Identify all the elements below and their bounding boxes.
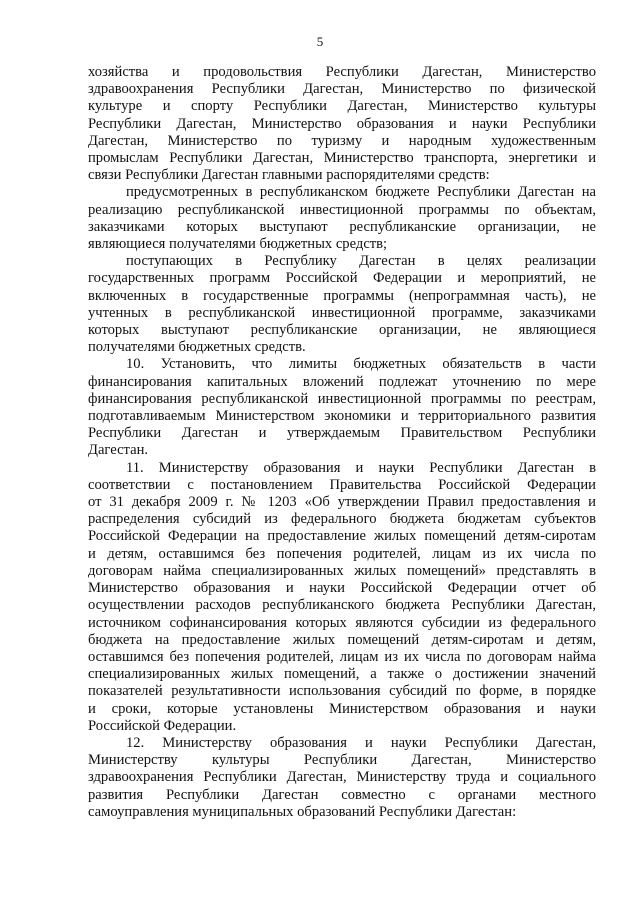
- paragraph-1-line: промыслам Республики Дагестан, Министерство транспорта, энергетики и: [88, 150, 596, 167]
- paragraph-3-line: поступающих в Республику Дагестан в целях реализации: [126, 253, 596, 270]
- paragraph-5-line: бюджета на предоставление жилых помещений детям-сиротам и детям,: [88, 631, 596, 648]
- paragraph-5-line: соответствии с постановлением Правительства Российской Федерации: [88, 476, 596, 493]
- paragraph-6-line: Министерству культуры Республики Дагестан, Министерство: [88, 752, 596, 769]
- paragraph-2-line: заказчиками которых выступают республиканские организации, не: [88, 218, 596, 235]
- paragraph-5-line: источником софинансирования которых являются субсидии из федерального: [88, 614, 596, 631]
- paragraph-5-line: осуществлении расходов республиканского бюджета Республики Дагестан,: [88, 597, 596, 614]
- paragraph-5-line: от 31 декабря 2009 г. № 1203 «Об утверждении Правил предоставления и: [88, 494, 596, 511]
- paragraph-5-line: оставшимся без попечения родителей, лицам из их числа по договорам найма: [88, 648, 596, 665]
- paragraph-5-line: Российской Федерации на предоставление жилых помещений детям-сиротам: [88, 528, 596, 545]
- paragraph-3-line: получателями бюджетных средств.: [88, 339, 306, 356]
- paragraph-4-line: 10. Установить, что лимиты бюджетных обязательств в части: [126, 356, 596, 373]
- paragraph-3-line: включенных в государственные программы (непрограммная часть), не: [88, 287, 596, 304]
- paragraph-5-line: Министерство образования и науки Российской Федерации отчет об: [88, 580, 596, 597]
- paragraph-3-line: учтенных в республиканской инвестиционной программе, заказчиками: [88, 304, 596, 321]
- paragraph-2-line: реализацию республиканской инвестиционной программы по объектам,: [88, 201, 596, 218]
- document-body: [88, 64, 596, 821]
- paragraph-5-line: специализированных жилых помещений, а также о достижении значений: [88, 666, 596, 683]
- paragraph-4-line: Дагестан.: [88, 442, 149, 459]
- page-number: 5: [316, 34, 324, 49]
- paragraph-5-line: 11. Министерству образования и науки Республики Дагестан в: [126, 459, 596, 476]
- paragraph-1-line: хозяйства и продовольствия Республики Дагестан, Министерство: [88, 64, 596, 80]
- paragraph-6-line: развития Республики Дагестан совместно с органами местного: [88, 786, 596, 803]
- paragraph-1-line: Дагестан, Министерство по туризму и народным художественным: [88, 132, 596, 149]
- paragraph-6-line: 12. Министерству образования и науки Республики Дагестан,: [126, 734, 596, 751]
- paragraph-4-line: финансирования капитальных вложений подлежат уточнению по мере: [88, 373, 596, 390]
- paragraph-5-line: показателей результативности использования субсидий по форме, в порядке: [88, 683, 596, 700]
- paragraph-1-line: Республики Дагестан, Министерство образования и науки Республики: [88, 115, 596, 132]
- paragraph-6-line: здравоохранения Республики Дагестан, Министерству труда и социального: [88, 769, 596, 786]
- paragraph-3-line: государственных программ Российской Федерации и мероприятий, не: [88, 270, 596, 287]
- paragraph-1-line: связи Республики Дагестан главными распорядителями средств:: [88, 167, 490, 184]
- paragraph-5-line: и сроки, которые установлены Министерством образования и науки: [88, 700, 596, 717]
- paragraph-5-line: Российской Федерации.: [88, 717, 237, 734]
- paragraph-1-line: культуре и спорту Республики Дагестан, Министерство культуры: [88, 98, 596, 115]
- paragraph-5-line: и детям, оставшимся без попечения родителей, лицам из их числа по: [88, 545, 596, 562]
- paragraph-4-line: Республики Дагестан и утверждаемым Правительством Республики: [88, 425, 596, 442]
- paragraph-3-line: которых выступают республиканские организации, не являющиеся: [88, 322, 596, 339]
- paragraph-5-line: распределения субсидий из федерального бюджета бюджетам субъектов: [88, 511, 596, 528]
- paragraph-2-line: являющиеся получателями бюджетных средств;: [88, 236, 388, 253]
- paragraph-5-line: договорам найма специализированных жилых помещений» представлять в: [88, 562, 596, 579]
- paragraph-4-line: финансирования республиканской инвестиционной программы по реестрам,: [88, 390, 596, 407]
- paragraph-2-line: предусмотренных в республиканском бюджете Республики Дагестан на: [126, 184, 596, 201]
- paragraph-4-line: подготавливаемым Министерством экономики и территориального развития: [88, 408, 596, 425]
- paragraph-1-line: здравоохранения Республики Дагестан, Министерство по физической: [88, 81, 596, 98]
- paragraph-6-line: самоуправления муниципальных образований Республики Дагестан:: [88, 803, 517, 820]
